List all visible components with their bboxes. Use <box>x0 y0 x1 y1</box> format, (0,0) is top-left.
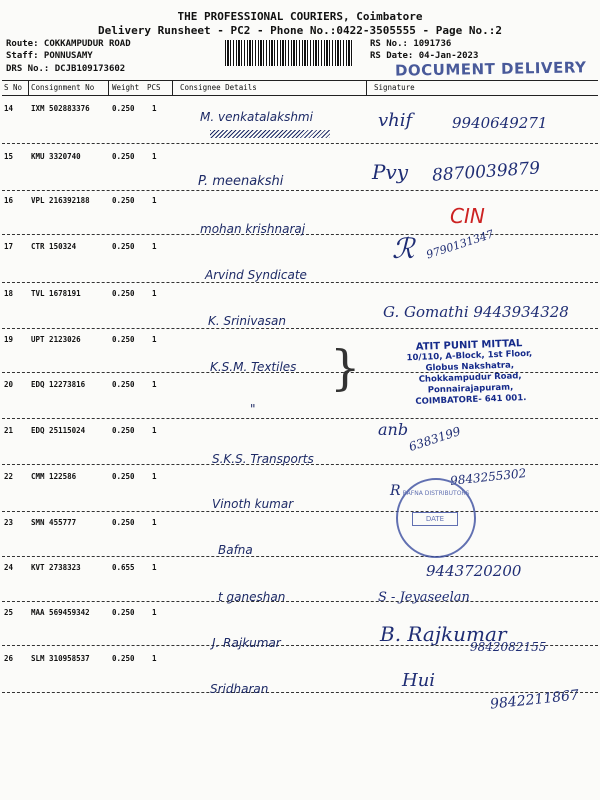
row-weight: 0.250 <box>112 335 135 344</box>
row-pcs: 1 <box>152 608 157 617</box>
signature-phone: 9940649271 <box>452 114 548 132</box>
row-divider <box>2 418 598 419</box>
signature-phone: 6383199 <box>407 424 463 454</box>
row-sno: 21 <box>4 426 14 435</box>
row-pcs: 1 <box>152 289 157 298</box>
row-sno: 17 <box>4 242 14 251</box>
scribble-mark <box>210 130 330 138</box>
consignee-name: t ganeshan <box>218 590 286 604</box>
row-sno: 18 <box>4 289 14 298</box>
consignee-name: Bafna <box>218 543 253 557</box>
row-pcs: 1 <box>152 426 157 435</box>
table-row <box>2 512 598 558</box>
barcode <box>225 40 353 66</box>
consignee-name: K. Srinivasan <box>208 314 286 328</box>
company-title: THE PROFESSIONAL COURIERS, Coimbatore <box>177 10 423 23</box>
signature-phone: G. Gomathi 9443934328 <box>383 303 569 321</box>
row-consignment: UPT 2123026 <box>31 335 81 344</box>
stamp-name: ATIT PUNIT MITTAL <box>415 338 523 353</box>
row-sno: 26 <box>4 654 14 663</box>
row-sno: 20 <box>4 380 14 389</box>
consignee-name: K.S.M. Textiles <box>210 360 297 374</box>
round-stamp <box>396 478 476 558</box>
signature-phone: 9843255302 <box>449 466 527 488</box>
col-consignment: Consignment No <box>31 83 95 92</box>
row-consignment: SMN 455777 <box>31 518 77 527</box>
stamp-line: Chokkampudur Road, <box>418 371 522 385</box>
header-divider <box>366 80 367 95</box>
row-weight: 0.250 <box>112 472 135 481</box>
signature: Pvy <box>372 160 409 184</box>
stamp-line: Globus Nakshatra, <box>425 360 515 374</box>
rs-date: RS Date: 04-Jan-2023 <box>370 51 479 61</box>
consignee-name: S.K.S. Transports <box>212 452 314 466</box>
header-divider <box>172 80 173 95</box>
signature-phone: 8870039879 <box>431 158 541 186</box>
signature: ℛ <box>392 232 415 265</box>
round-stamp-text: BAFNA DISTRIBUTORS <box>402 490 470 497</box>
row-pcs: 1 <box>152 518 157 527</box>
row-weight: 0.250 <box>112 608 135 617</box>
row-pcs: 1 <box>152 335 157 344</box>
consignee-name: P. meenakshi <box>198 174 284 189</box>
signature: Hui <box>402 670 436 691</box>
col-signature: Signature <box>374 83 415 92</box>
row-pcs: 1 <box>152 104 157 113</box>
row-consignment: SLM 310958537 <box>31 654 90 663</box>
signature-phone: 9842082155 <box>470 640 547 654</box>
row-sno: 22 <box>4 472 14 481</box>
header-divider <box>108 80 109 95</box>
staff-label: Staff: PONNUSAMY <box>6 51 93 61</box>
row-pcs: 1 <box>152 563 157 572</box>
row-sno: 14 <box>4 104 14 113</box>
row-consignment: CMM 122586 <box>31 472 77 481</box>
row-consignment: CTR 150324 <box>31 242 77 251</box>
runsheet-title: Delivery Runsheet - PC2 - Phone No.:0422-3505555 - Page No.:2 <box>98 24 502 37</box>
row-weight: 0.250 <box>112 242 135 251</box>
row-weight: 0.250 <box>112 426 135 435</box>
row-pcs: 1 <box>152 152 157 161</box>
row-consignment: MAA 569459342 <box>31 608 90 617</box>
row-sno: 16 <box>4 196 14 205</box>
consignee-name: mohan krishnaraj <box>200 222 306 236</box>
row-consignment: IXM 502883376 <box>31 104 90 113</box>
stamp-line: 10/110, A-Block, 1st Floor, <box>406 348 533 364</box>
row-consignment: KMU 3320740 <box>31 152 81 161</box>
row-consignment: VPL 216392188 <box>31 196 90 205</box>
signature-phone: 9790131347 <box>424 227 496 262</box>
row-pcs: 1 <box>152 242 157 251</box>
row-weight: 0.250 <box>112 104 135 113</box>
consignee-name: " <box>250 402 256 416</box>
col-sno: S No <box>4 83 23 92</box>
row-pcs: 1 <box>152 196 157 205</box>
row-consignment: EDQ 12273816 <box>31 380 86 389</box>
row-pcs: 1 <box>152 654 157 663</box>
row-weight: 0.250 <box>112 518 135 527</box>
address-stamp <box>384 337 556 409</box>
row-sno: 15 <box>4 152 14 161</box>
signature-phone: 9443720200 <box>426 562 522 580</box>
row-pcs: 1 <box>152 472 157 481</box>
signature: vhif <box>378 110 413 131</box>
document-delivery-stamp: DOCUMENT DELIVERY <box>394 58 587 80</box>
row-sno: 23 <box>4 518 14 527</box>
route-label: Route: COKKAMPUDUR ROAD <box>6 39 131 49</box>
row-sno: 25 <box>4 608 14 617</box>
signature: S - Jeyaseelan <box>378 590 470 605</box>
row-sno: 24 <box>4 563 14 572</box>
signature: anb <box>378 420 409 439</box>
consignee-name: J. Rajkumar <box>212 636 281 650</box>
header-divider <box>28 80 29 95</box>
row-consignment: EDQ 25115024 <box>31 426 86 435</box>
stamp-line: Ponnairajapuram, <box>427 382 514 396</box>
stamp-line: COIMBATORE- 641 001. <box>415 393 527 407</box>
signature-mark: CIN <box>450 204 485 228</box>
round-stamp-date: DATE <box>412 512 458 526</box>
brace-mark: } <box>330 340 361 396</box>
consignee-name: Vinoth kumar <box>212 497 294 511</box>
consignee-name: M. venkatalakshmi <box>200 110 313 124</box>
row-pcs: 1 <box>152 380 157 389</box>
row-weight: 0.250 <box>112 289 135 298</box>
row-weight: 0.655 <box>112 563 135 572</box>
table-row <box>2 648 598 694</box>
row-consignment: TVL 1678191 <box>31 289 81 298</box>
col-weight: Weight <box>112 83 140 92</box>
rs-number: RS No.: 1091736 <box>370 39 452 49</box>
row-consignment: KVT 2738323 <box>31 563 81 572</box>
table-header <box>2 80 598 96</box>
row-weight: 0.250 <box>112 380 135 389</box>
signature: B. Rajkumar <box>380 622 507 646</box>
row-divider <box>2 692 598 693</box>
row-divider <box>2 143 598 144</box>
signature: R <box>390 483 401 499</box>
row-weight: 0.250 <box>112 196 135 205</box>
signature-phone: 9842211867 <box>489 687 580 713</box>
row-weight: 0.250 <box>112 152 135 161</box>
row-weight: 0.250 <box>112 654 135 663</box>
consignee-name: Arvind Syndicate <box>205 268 307 282</box>
col-consignee: Consignee Details <box>180 83 257 92</box>
col-pcs: PCS <box>147 83 161 92</box>
consignee-name: Sridharan <box>210 682 269 696</box>
drs-label: DRS No.: DCJB109173602 <box>6 64 126 74</box>
row-sno: 19 <box>4 335 14 344</box>
